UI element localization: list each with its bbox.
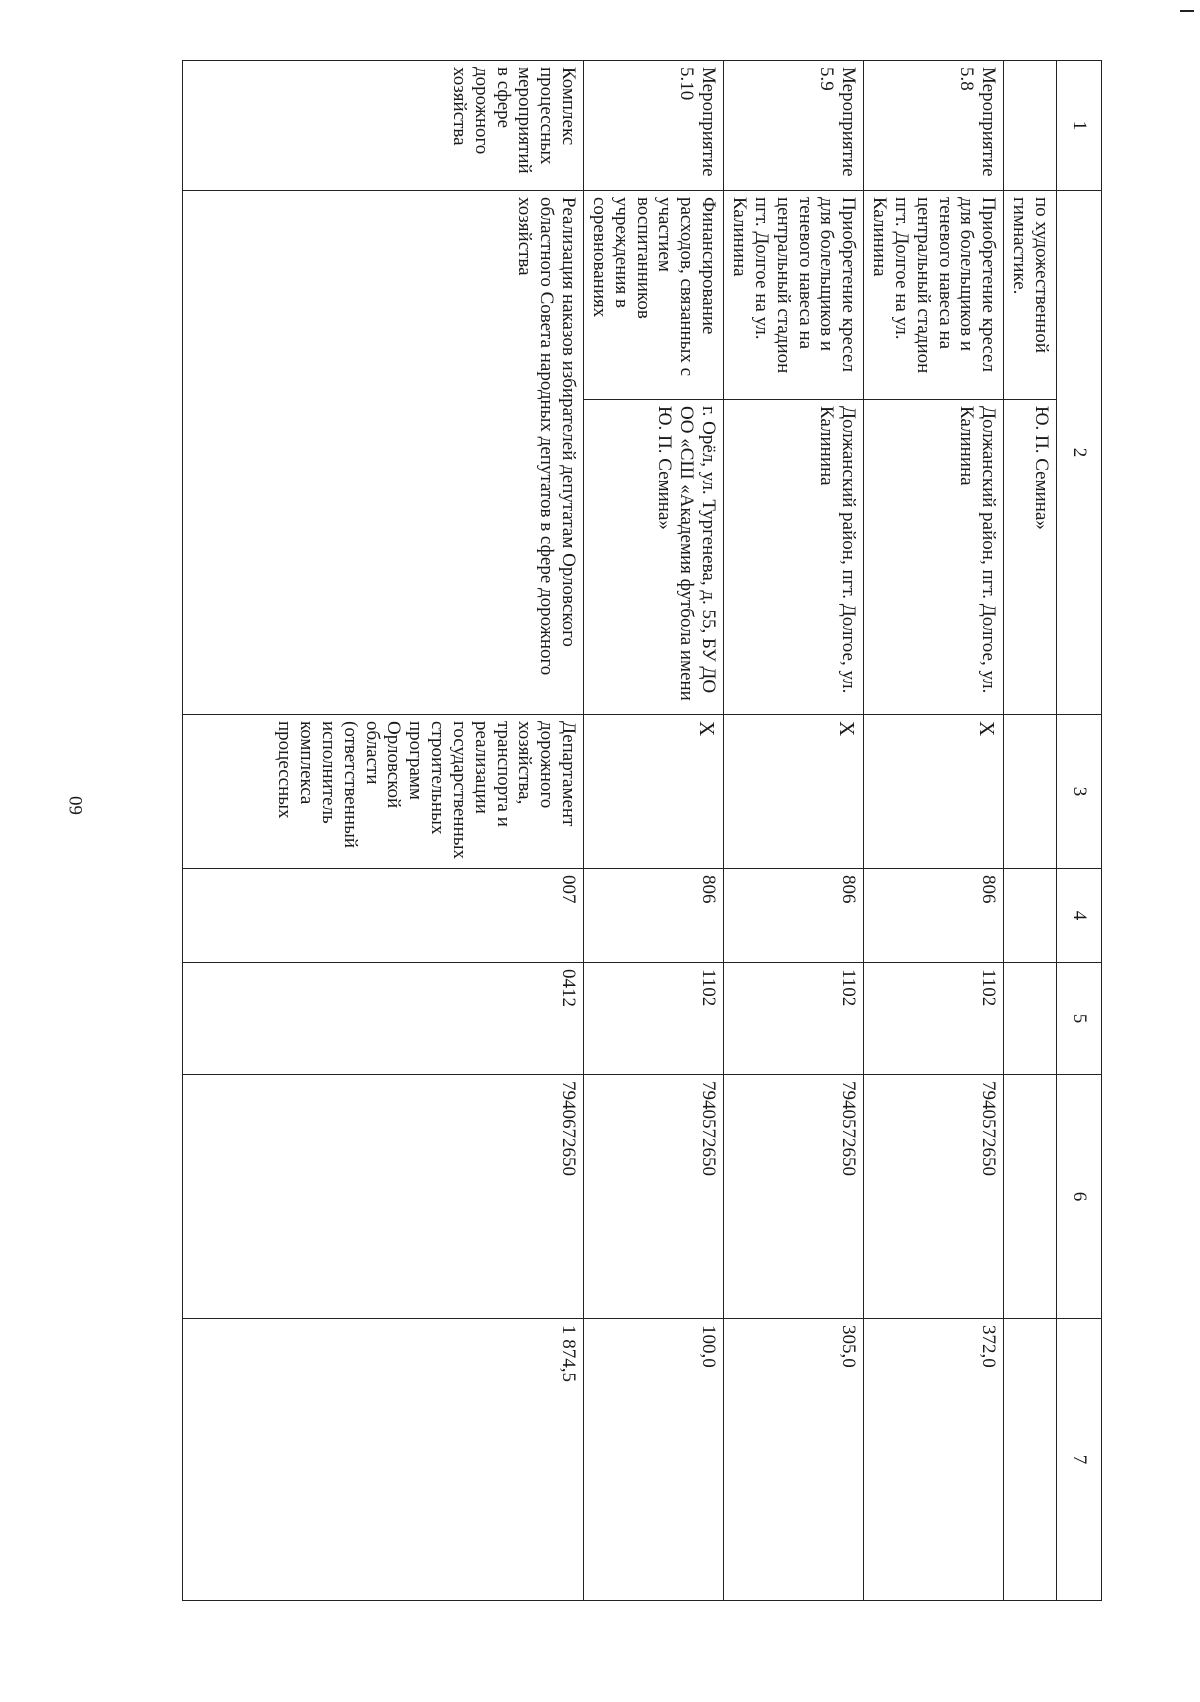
cell-col7 [1004, 1319, 1057, 1601]
chapter-code: 806 [724, 869, 864, 963]
cell-col2 [724, 191, 864, 715]
chapter-code: 806 [864, 869, 1004, 963]
header-cell: 3 [1057, 715, 1102, 869]
target-article-code: 7940572650 [724, 1075, 864, 1319]
event-address: Должанский район, пгт. Долгое, ул. Калинина [956, 406, 1000, 694]
amount-value: 1 874,5 [183, 1319, 584, 1601]
target-article-code: 7940572650 [864, 1075, 1004, 1319]
header-cell: 7 [1057, 1319, 1102, 1601]
table-row [183, 61, 584, 1601]
header-cell: 1 [1057, 61, 1102, 191]
section-code: 0412 [183, 963, 584, 1075]
cell-col1 [1004, 61, 1057, 191]
event-name: Приобретение кресел для болельщиков и теневого навеса на центральный стадион пгт. Долгое на ул. Калинина [724, 191, 863, 400]
cell-col2 [1004, 191, 1057, 715]
header-cell: 4 [1057, 869, 1102, 963]
page-number: 60 [66, 796, 87, 815]
header-cell: 2 [1057, 191, 1102, 715]
amount-value: 305,0 [724, 1319, 864, 1601]
event-code: Мероприятие 5.8 [864, 61, 1004, 191]
table-row [584, 61, 724, 1601]
amount-value: 372,0 [864, 1319, 1004, 1601]
cell-col3 [1004, 715, 1057, 869]
target-article-code: 7940572650 [584, 1075, 724, 1319]
complex-description: Реализация наказов избирателей депутатам Орловского областного Совета народных депутатов в сфере дорожного хозяйства [183, 191, 584, 715]
cell-col6 [1004, 1075, 1057, 1319]
table-row [1004, 61, 1057, 1601]
event-address: Ю. П. Семина» [1031, 406, 1052, 530]
cell-col2 [864, 191, 1004, 715]
chapter-code: 806 [584, 869, 724, 963]
responsible-cell: X [724, 715, 864, 869]
event-name: Приобретение кресел для болельщиков и теневого навеса на центральный стадион пгт. Долгое на ул. Калинина [864, 191, 1003, 400]
section-code: 1102 [864, 963, 1004, 1075]
header-cell: 5 [1057, 963, 1102, 1075]
table-row [864, 61, 1004, 1601]
event-code: Мероприятие 5.9 [724, 61, 864, 191]
header-cell: 6 [1057, 1075, 1102, 1319]
cell-col4 [1004, 869, 1057, 963]
page-edge-mark [1180, 10, 1194, 12]
event-address: г. Орёл, ул. Тургенева, д. 55, БУ ДО ОО «СШ «Академия футбола имени Ю. П. Семина» [654, 406, 720, 701]
event-address: Должанский район, пгт. Долгое, ул. Калинина [816, 406, 860, 694]
amount-value: 100,0 [584, 1319, 724, 1601]
responsible-cell: X [864, 715, 1004, 869]
target-article-code: 7940672650 [183, 1075, 584, 1319]
responsible-cell: X [584, 715, 724, 869]
budget-table [182, 60, 1102, 1601]
table-row [724, 61, 864, 1601]
event-name: по художественной гимнастике. [1004, 191, 1056, 400]
complex-name: Комплекс процессных мероприятий в сфере дорожного хозяйства [183, 61, 584, 191]
section-code: 1102 [584, 963, 724, 1075]
event-code: Мероприятие 5.10 [584, 61, 724, 191]
table-header-row [1057, 61, 1102, 1601]
cell-col5 [1004, 963, 1057, 1075]
cell-col2 [584, 191, 724, 715]
responsible-cell: Департамент дорожного хозяйства, транспорта и реализации государственных строительных программ Орловской области (ответственный исполнитель комплекса процессных [183, 715, 584, 869]
rotated-table-container [182, 60, 1102, 1600]
chapter-code: 007 [183, 869, 584, 963]
event-name: Финансирование расходов, связанных с участием воспитанников учреждения в соревнованиях [584, 191, 723, 400]
section-code: 1102 [724, 963, 864, 1075]
